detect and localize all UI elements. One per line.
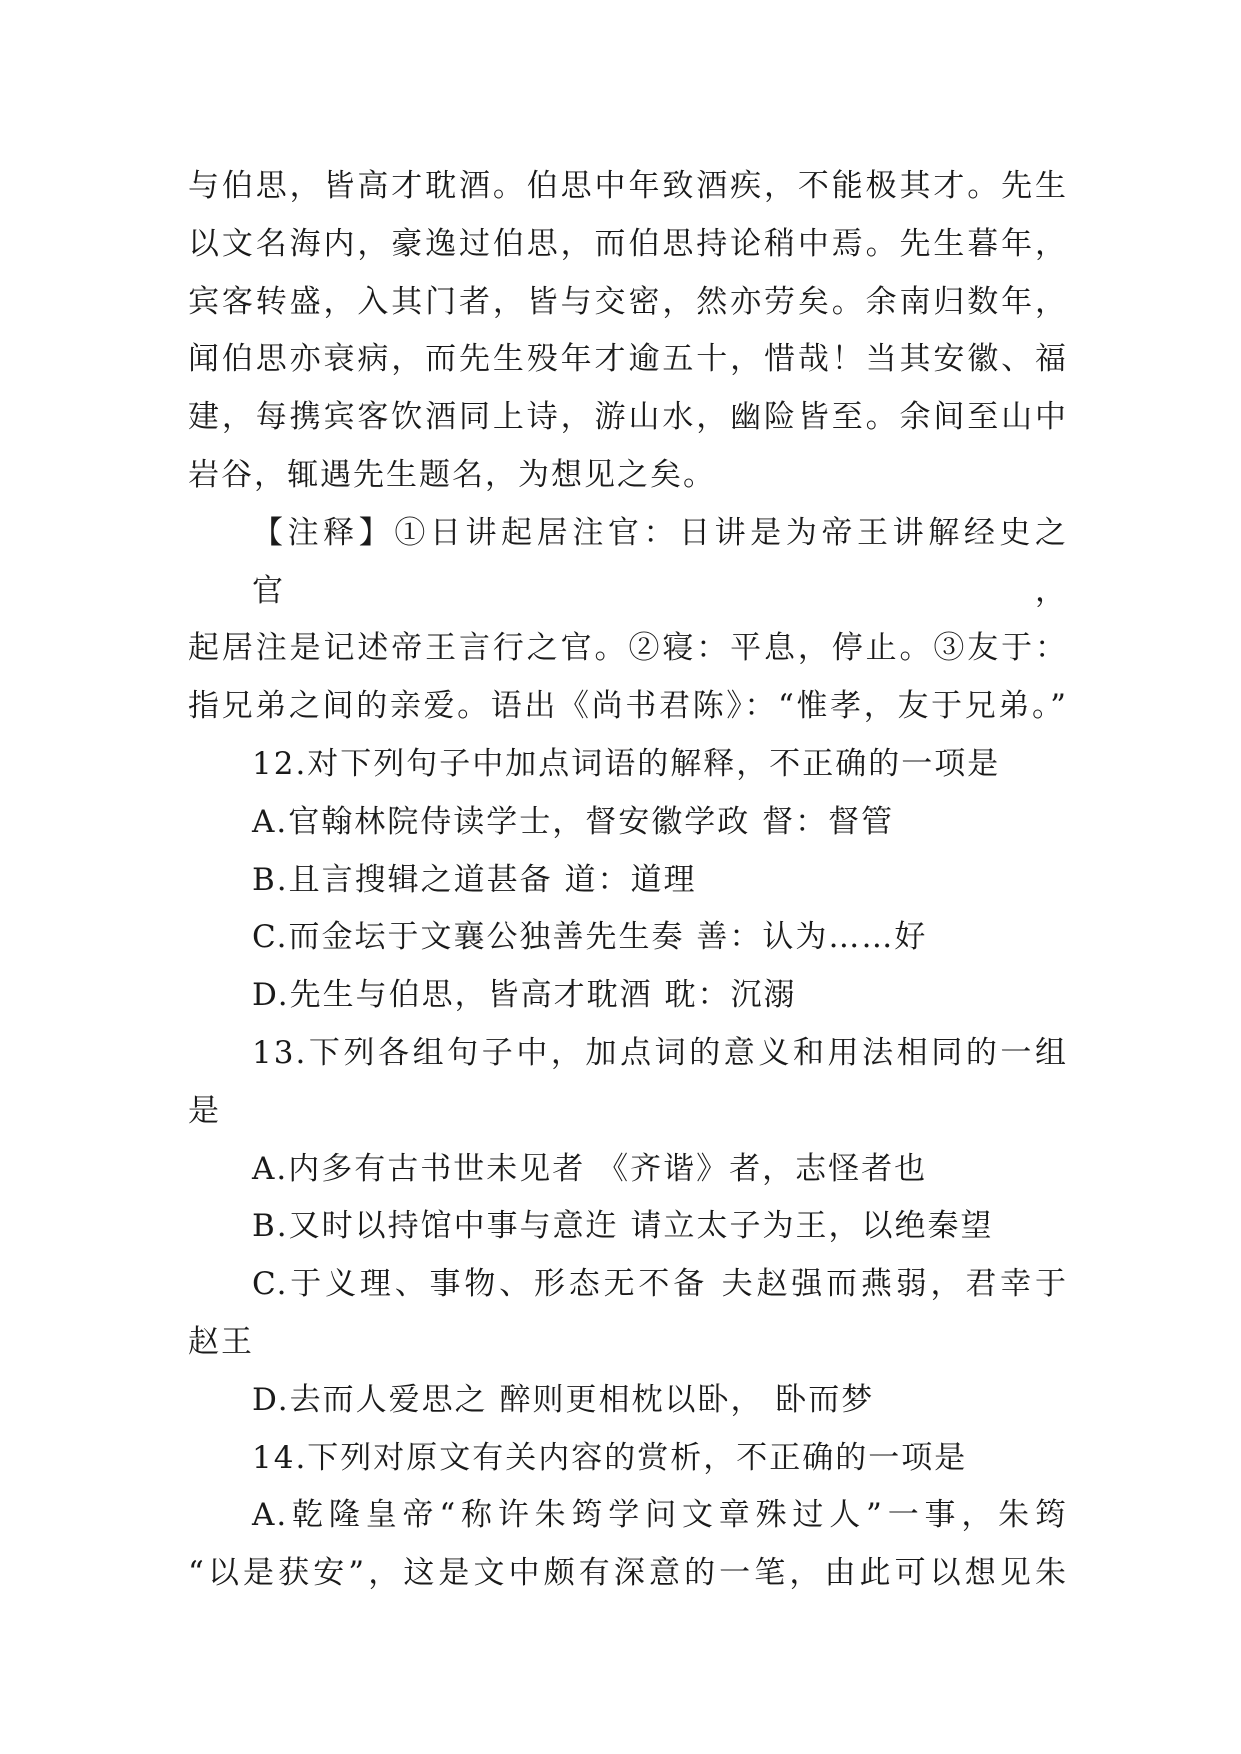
passage-paragraph	[188, 158, 1068, 505]
notes-line: 指兄弟之间的亲爱。语出《尚书君陈》：“惟孝，友于兄弟。”	[188, 688, 1068, 725]
answer-option: D.去而人爱思之 醉则更相枕以卧， 卧而梦	[252, 1381, 875, 1418]
answer-option: A.官翰林院侍读学士，督安徽学政 督：督管	[252, 803, 895, 840]
question-stem: 12.对下列句子中加点词语的解释，不正确的一项是	[252, 745, 1001, 782]
question-stem: 13.下列各组句子中，加点词的意义和用法相同的一组	[252, 1034, 1068, 1071]
passage-line: 建，每携宾客饮酒同上诗，游山水，幽险皆至。余间至山中	[188, 399, 1068, 436]
answer-option: A.内多有古书世未见者 《齐谐》者，志怪者也	[252, 1150, 928, 1187]
answer-option: C.而金坛于文襄公独善先生奏 善：认为……好	[252, 919, 928, 956]
notes-line: 起居注是记述帝王言行之官。②寝：平息，停止。③友于：	[188, 630, 1068, 667]
question-stem-continuation: 是	[188, 1092, 221, 1129]
question-14	[188, 1430, 1068, 1603]
passage-line: 岩谷，辄遇先生题名，为想见之矣。	[188, 456, 716, 493]
answer-option: A.乾隆皇帝“称许朱筠学问文章殊过人”一事，朱筠	[252, 1497, 1068, 1534]
answer-option: B.又时以持馆中事与意迕 请立太子为王，以绝秦望	[252, 1208, 994, 1245]
notes-paragraph	[188, 505, 1068, 736]
answer-option-continuation: “以是获安”，这是文中颇有深意的一笔，由此可以想见朱	[188, 1555, 1068, 1592]
answer-option: B.且言搜辑之道甚备 道：道理	[252, 861, 697, 898]
answer-option-continuation: 赵王	[188, 1323, 254, 1360]
answer-option: D.先生与伯思，皆高才耽酒 耽：沉溺	[252, 977, 797, 1014]
answer-option: C.于义理、事物、形态无不备 夫赵强而燕弱，君幸于	[252, 1266, 1068, 1303]
notes-line: 【注释】①日讲起居注官：日讲是为帝王讲解经史之官，	[252, 514, 1068, 609]
passage-line: 以文名海内，豪逸过伯思，而伯思持论稍中焉。先生暮年，	[188, 225, 1068, 262]
document-body	[188, 158, 1068, 1603]
passage-line: 宾客转盛，入其门者，皆与交密，然亦劳矣。余南归数年，	[188, 283, 1068, 320]
question-stem: 14.下列对原文有关内容的赏析，不正确的一项是	[252, 1439, 968, 1476]
passage-line: 与伯思，皆高才耽酒。伯思中年致酒疾，不能极其才。先生	[188, 168, 1068, 204]
passage-line: 闻伯思亦衰病，而先生殁年才逾五十，惜哉！当其安徽、福	[188, 341, 1068, 378]
question-12	[188, 736, 1068, 1025]
question-13	[188, 1025, 1068, 1430]
